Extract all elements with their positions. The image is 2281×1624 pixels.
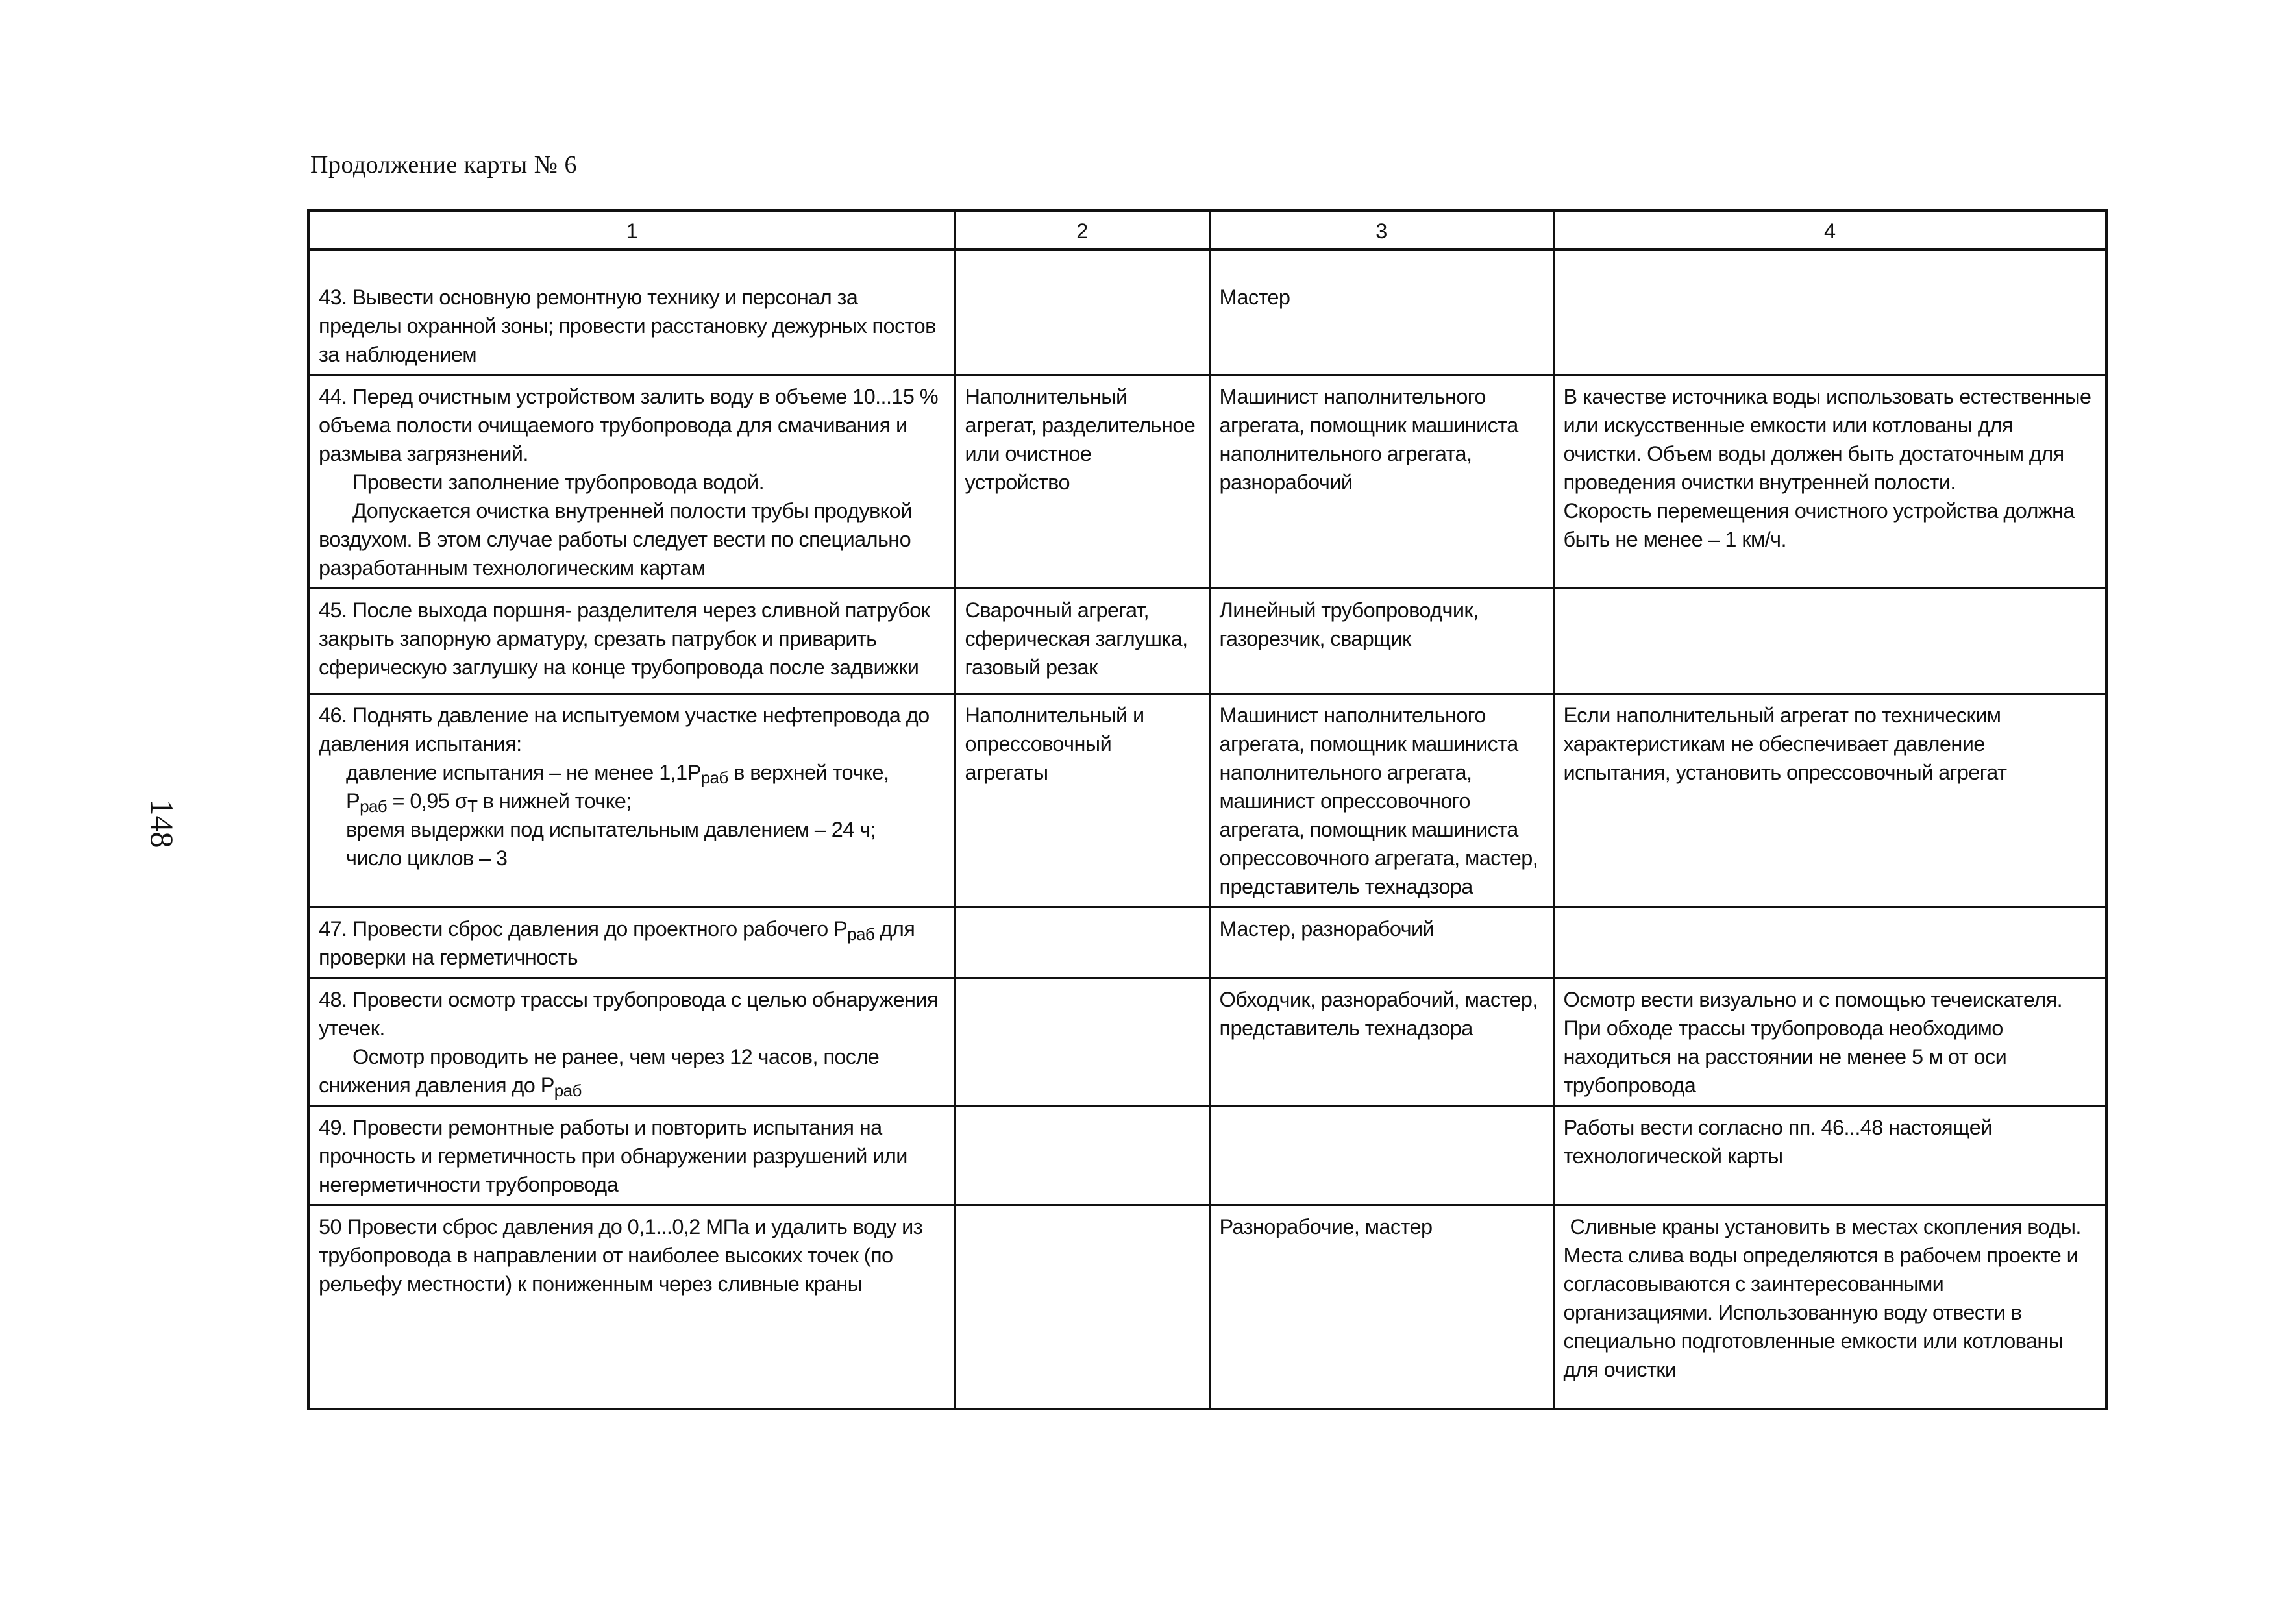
personnel-cell: Машинист наполнительного агрегата, помощник машиниста наполнительного агрегата, разнорабочий bbox=[1209, 375, 1553, 589]
notes-cell bbox=[1553, 978, 2106, 1106]
notes-cell bbox=[1553, 1205, 2106, 1409]
operation-cell bbox=[308, 978, 955, 1106]
operation-text: 48. Провести осмотр трассы трубопровода с целью обнаружения утечек. bbox=[319, 988, 938, 1040]
operation-cell bbox=[308, 907, 955, 978]
operation-text: 49. Провести ремонтные работы и повторить испытания на прочность и герметичность при обнаружении разрушений или негерметичности трубопровода bbox=[319, 1116, 907, 1196]
operation-text: 45. После выхода поршня- разделителя через сливной патрубок закрыть запорную арматуру, срезать патрубок и приварить сферическую заглушку на конце трубопровода после задвижки bbox=[319, 598, 930, 679]
equipment-cell bbox=[955, 249, 1209, 375]
operation-text: Допускается очистка внутренней полости трубы продувкой воздухом. В этом случае работы следует вести по специально разработанным технологическим картам bbox=[319, 499, 912, 580]
table-row-50 bbox=[308, 1205, 2106, 1409]
personnel-cell: Мастер, разнорабочий bbox=[1209, 907, 1553, 978]
notes-text: Скорость перемещения очистного устройства должна быть не менее – 1 км/ч. bbox=[1563, 499, 2075, 551]
equipment-cell bbox=[955, 978, 1209, 1106]
text-fragment: Р bbox=[346, 789, 360, 813]
equipment-cell: Сварочный агрегат, сферическая заглушка, газовый резак bbox=[955, 589, 1209, 694]
equipment-cell bbox=[955, 1205, 1209, 1409]
column-header-2: 2 bbox=[955, 210, 1209, 249]
text-fragment: 47. Провести сброс давления до проектного рабочего Р bbox=[319, 917, 848, 941]
operation-text bbox=[319, 758, 945, 787]
column-header-1: 1 bbox=[308, 210, 955, 249]
table-row-48 bbox=[308, 978, 2106, 1106]
operation-text: число циклов – 3 bbox=[346, 846, 508, 870]
table-row-44 bbox=[308, 375, 2106, 589]
equipment-cell: Наполнительный и опрессовочный агрегаты bbox=[955, 694, 1209, 907]
table-row-47 bbox=[308, 907, 2106, 978]
notes-text: Если наполнительный агрегат по техническим характеристикам не обеспечивает давление испытания, установить опрессовочный агрегат bbox=[1563, 704, 2007, 784]
operation-cell bbox=[308, 1106, 955, 1205]
personnel-text: Мастер bbox=[1219, 286, 1290, 309]
subscript: Т bbox=[467, 796, 478, 816]
equipment-cell bbox=[955, 907, 1209, 978]
personnel-cell: Обходчик, разнорабочий, мастер, представитель технадзора bbox=[1209, 978, 1553, 1106]
text-fragment: давление испытания – не менее 1,1Р bbox=[346, 761, 701, 784]
operation-cell bbox=[308, 375, 955, 589]
notes-cell bbox=[1553, 375, 2106, 589]
operation-cell bbox=[308, 589, 955, 694]
notes-cell bbox=[1553, 249, 2106, 375]
operation-text: 44. Перед очистным устройством залить воду в объеме 10...15 % объема полости очищаемого трубопровода для смачивания и размыва загрязнений. bbox=[319, 385, 939, 465]
text-fragment: в верхней точке, bbox=[728, 761, 889, 784]
page-number: 148 bbox=[144, 799, 180, 848]
subscript: раб bbox=[360, 796, 388, 816]
operation-text bbox=[319, 1042, 945, 1100]
notes-text: Осмотр вести визуально и с помощью течеискателя. При обходе трассы трубопровода необходимо находиться на расстоянии не менее 5 м от оси трубопровода bbox=[1563, 988, 2063, 1097]
column-header-3: 3 bbox=[1209, 210, 1553, 249]
table-row-43 bbox=[308, 249, 2106, 375]
notes-text: В качестве источника воды использовать естественные или искусственные емкости или котлованы для очистки. Объем воды должен быть достаточным для проведения очистки внутренней полости. bbox=[1563, 385, 2091, 494]
table-row-46 bbox=[308, 694, 2106, 907]
notes-cell bbox=[1553, 1106, 2106, 1205]
operation-cell bbox=[308, 694, 955, 907]
table-row-45 bbox=[308, 589, 2106, 694]
personnel-cell: Линейный трубопроводчик, газорезчик, сварщик bbox=[1209, 589, 1553, 694]
subscript: раб bbox=[847, 924, 875, 944]
equipment-cell: Наполнительный агрегат, разделительное или очистное устройство bbox=[955, 375, 1209, 589]
table-row-49 bbox=[308, 1106, 2106, 1205]
personnel-cell: Машинист наполнительного агрегата, помощник машиниста наполнительного агрегата, машинист опрессовочного агрегата, помощник машиниста опрессовочного агрегата, мастер, представитель технадзора bbox=[1209, 694, 1553, 907]
text-fragment: = 0,95 σ bbox=[387, 789, 468, 813]
operation-text bbox=[319, 787, 945, 815]
operation-text: Провести заполнение трубопровода водой. bbox=[352, 471, 764, 494]
subscript: раб bbox=[554, 1081, 582, 1100]
text-fragment: Осмотр проводить не ранее, чем через 12 часов, после снижения давления до Р bbox=[319, 1045, 880, 1097]
operation-text: время выдержки под испытательным давлением – 24 ч; bbox=[346, 818, 876, 841]
operation-text: 46. Поднять давление на испытуемом участке нефтепровода до давления испытания: bbox=[319, 704, 930, 756]
notes-text: Работы вести согласно пп. 46...48 настоящей технологической карты bbox=[1563, 1116, 1992, 1168]
operation-text: 43. Вывести основную ремонтную технику и персонал за пределы охранной зоны; провести расстановку дежурных постов за наблюдением bbox=[319, 286, 936, 366]
text-fragment: для проверки на герметичность bbox=[319, 917, 915, 969]
notes-cell bbox=[1553, 589, 2106, 694]
document-caption: Продолжение карты № 6 bbox=[310, 151, 577, 178]
personnel-cell: Разнорабочие, мастер bbox=[1209, 1205, 1553, 1409]
technology-map-table bbox=[307, 209, 2108, 1410]
notes-cell bbox=[1553, 694, 2106, 907]
operation-text bbox=[319, 915, 945, 972]
personnel-cell bbox=[1209, 249, 1553, 375]
notes-cell bbox=[1553, 907, 2106, 978]
operation-text: 50 Провести сброс давления до 0,1...0,2 МПа и удалить воду из трубопровода в направлении от наиболее высоких точек (по рельефу местности) к пониженным через сливные краны bbox=[319, 1215, 923, 1296]
text-fragment: в нижней точке; bbox=[477, 789, 632, 813]
header-row bbox=[308, 210, 2106, 249]
column-header-4: 4 bbox=[1553, 210, 2106, 249]
operation-cell bbox=[308, 1205, 955, 1409]
equipment-cell bbox=[955, 1106, 1209, 1205]
personnel-cell bbox=[1209, 1106, 1553, 1205]
subscript: раб bbox=[700, 768, 728, 787]
notes-text: Сливные краны установить в местах скопления воды. Места слива воды определяются в рабочем проекте и согласовываются с заинтересованными организациями. Использованную воду отвести в специально подготовленные емкости или котлованы для очистки bbox=[1563, 1215, 2081, 1381]
operation-cell bbox=[308, 249, 955, 375]
